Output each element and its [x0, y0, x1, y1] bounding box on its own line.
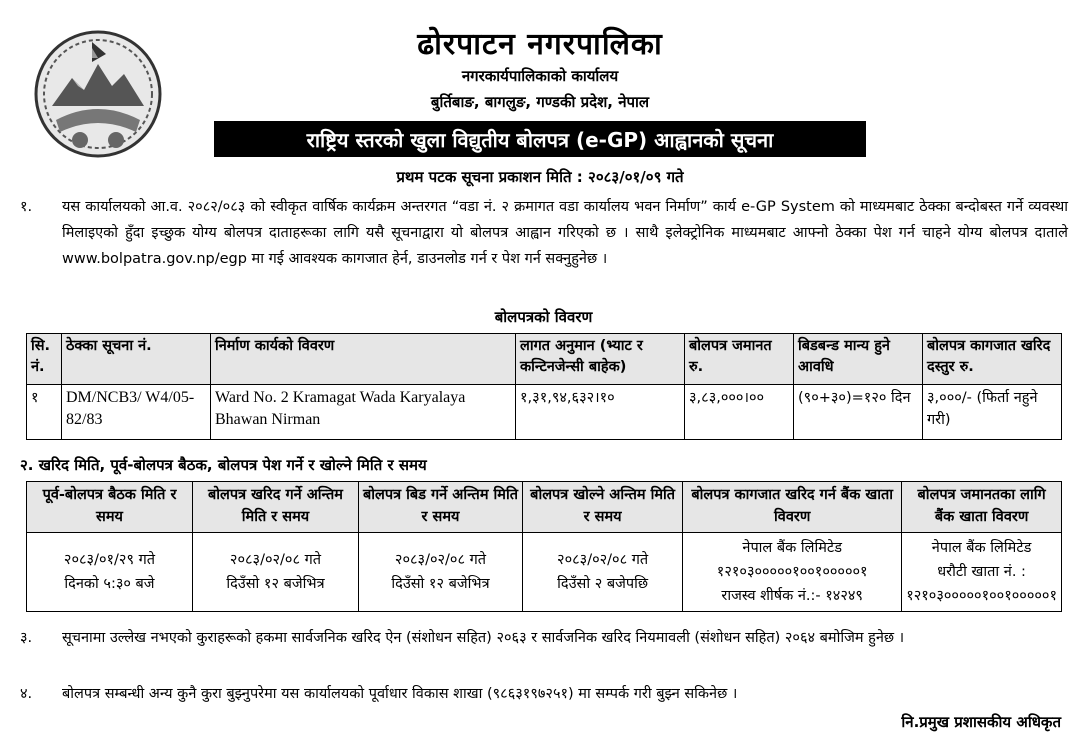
cell-cost: १,३१,९४,६३२।१०	[516, 385, 685, 440]
nepal-emblem-icon	[32, 28, 164, 160]
table-header-row	[27, 482, 1062, 533]
signature-title: नि.प्रमुख प्रशासकीय अधिकृत	[901, 713, 1061, 731]
address: बुर्तिबाङ, बागलुङ, गण्डकी प्रदेश, नेपाल	[430, 93, 650, 111]
cell-purchase-deadline	[192, 533, 358, 612]
bid-details-table	[26, 333, 1062, 440]
cell-line: २०८३/०२/०८ गते	[394, 552, 487, 568]
header-cell: बोलपत्र खोल्ने अन्तिम मिति र समय	[523, 482, 683, 533]
paragraph-4	[20, 681, 1068, 707]
cell-line: १२१०३०००००१००१०००००१	[906, 588, 1057, 604]
cell-line: १२१०३०००००१००१०००००१	[716, 564, 868, 580]
paragraph-text: यस कार्यालयको आ.व. २०८२/०८३ को स्वीकृत वार्षिक कार्यक्रम अन्तरगत “वडा नं. २ क्रमागत वडा कार्यालय भवन निर्माण” कार्य e-GP System को माध्यमबाट ठेक्का बन्दोबस्त गर्ने व्यवस्था मिलाइएको हुँदा इच्छुक योग्य बोलपत्र दाताहरूका लागि यसै सूचनाद्वारा यो बोलपत्र आह्वान गरिएको छ । साथै इलेक्ट्रोनिक माध्यमबाट आफ्नो ठेक्का पेश गर्न चाहने योग्य बोलपत्र दाताले www.bolpatra.gov.np/egp मा गई आवश्यक कागजात हेर्न, डाउनलोड गर्न र पेश गर्न सक्नुहुनेछ ।	[62, 199, 1068, 267]
header-cell: बोलपत्र जमानत रु.	[685, 334, 794, 385]
header-cell: बोलपत्र जमानतका लागि बैंक खाता विवरण	[902, 482, 1062, 533]
table-header-row	[27, 334, 1062, 385]
header-cell: लागत अनुमान (भ्याट र कन्टिनजेन्सी बाहेक)	[516, 334, 685, 385]
paragraph-number: १.	[20, 199, 33, 215]
cell-bid-security: ३,८३,०००।००	[685, 385, 794, 440]
section2-title: २. खरिद मिति, पूर्व-बोलपत्र बैठक, बोलपत्र पेश गर्ने र खोल्ने मिति र समय	[20, 456, 427, 474]
cell-line: २०८३/०१/२९ गते	[63, 552, 156, 568]
schedule-table	[26, 481, 1062, 612]
cell-line: राजस्व शीर्षक नं.:- १४२४९	[721, 588, 863, 604]
cell-doc-fee: ३,०००/- (फिर्ता नहुने गरी)	[923, 385, 1062, 440]
table1-title: बोलपत्रको विवरण	[494, 308, 593, 326]
org-name: ढोरपाटन नगरपालिका	[417, 27, 663, 62]
header-cell: बोलपत्र बिड गर्ने अन्तिम मिति र समय	[358, 482, 522, 533]
cell-line: दिउँसो १२ बजेभित्र	[226, 576, 325, 592]
header-cell: बोलपत्र कागजात खरिद दस्तुर रु.	[923, 334, 1062, 385]
paragraph-3	[20, 625, 1068, 651]
publish-date: प्रथम पटक सूचना प्रकाशन मिति : २०८३/०१/०९ गते	[396, 168, 684, 186]
paragraph-number: ३.	[20, 630, 33, 646]
cell-line: २०८३/०२/०८ गते	[557, 552, 649, 568]
cell-notice-no: DM/NCB3/ W4/05-82/83	[62, 385, 211, 440]
header-cell: सि. नं.	[27, 334, 62, 385]
cell-purchase-bank-account	[683, 533, 902, 612]
table-row	[27, 533, 1062, 612]
header-cell: ठेक्का सूचना नं.	[62, 334, 211, 385]
cell-prebid-meeting	[27, 533, 193, 612]
cell-description: Ward No. 2 Kramagat Wada Karyalaya Bhawan Nirman	[211, 385, 516, 440]
cell-sn: १	[27, 385, 62, 440]
cell-line: नेपाल बैंक लिमिटेड	[931, 540, 1032, 556]
notice-banner: राष्ट्रिय स्तरको खुला विद्युतीय बोलपत्र (e-GP) आह्वानको सूचना	[214, 121, 866, 157]
paragraph-text: बोलपत्र सम्बन्धी अन्य कुनै कुरा बुझ्नुपरेमा यस कार्यालयको पूर्वाधार विकास शाखा (९८६३१९७२५१) मा सम्पर्क गरी बुझ्न सकिनेछ ।	[62, 686, 738, 702]
header-cell: निर्माण कार्यको विवरण	[211, 334, 516, 385]
cell-line: दिउँसो २ बजेपछि	[557, 576, 649, 592]
paragraph-text: सूचनामा उल्लेख नभएको कुराहरूको हकमा सार्वजनिक खरिद ऐन (संशोधन सहित) २०६३ र सार्वजनिक खरिद नियमावली (संशोधन सहित) २०६४ बमोजिम हुनेछ ।	[62, 630, 905, 646]
cell-line: नेपाल बैंक लिमिटेड	[742, 540, 842, 556]
cell-opening-time	[523, 533, 683, 612]
cell-line: २०८३/०२/०८ गते	[229, 552, 322, 568]
paragraph-number: ४.	[20, 686, 33, 702]
cell-security-bank-account	[902, 533, 1062, 612]
cell-line: दिउँसो १२ बजेभित्र	[391, 576, 490, 592]
cell-line: दिनको ५:३० बजे	[64, 576, 155, 592]
office-name: नगरकार्यपालिकाको कार्यालय	[461, 67, 619, 85]
cell-validity: (९०+३०)=१२० दिन	[794, 385, 923, 440]
cell-bid-deadline	[358, 533, 522, 612]
header-cell: बोलपत्र खरिद गर्ने अन्तिम मिति र समय	[192, 482, 358, 533]
table-row	[27, 385, 1062, 440]
cell-line: धरौटी खाता नं. :	[937, 564, 1026, 580]
header-cell: पूर्व-बोलपत्र बैठक मिति र समय	[27, 482, 193, 533]
header-cell: बिडबन्ड मान्य हुने आवधि	[794, 334, 923, 385]
paragraph-1	[20, 194, 1068, 272]
header-cell: बोलपत्र कागजात खरिद गर्न बैंक खाता विवरण	[683, 482, 902, 533]
